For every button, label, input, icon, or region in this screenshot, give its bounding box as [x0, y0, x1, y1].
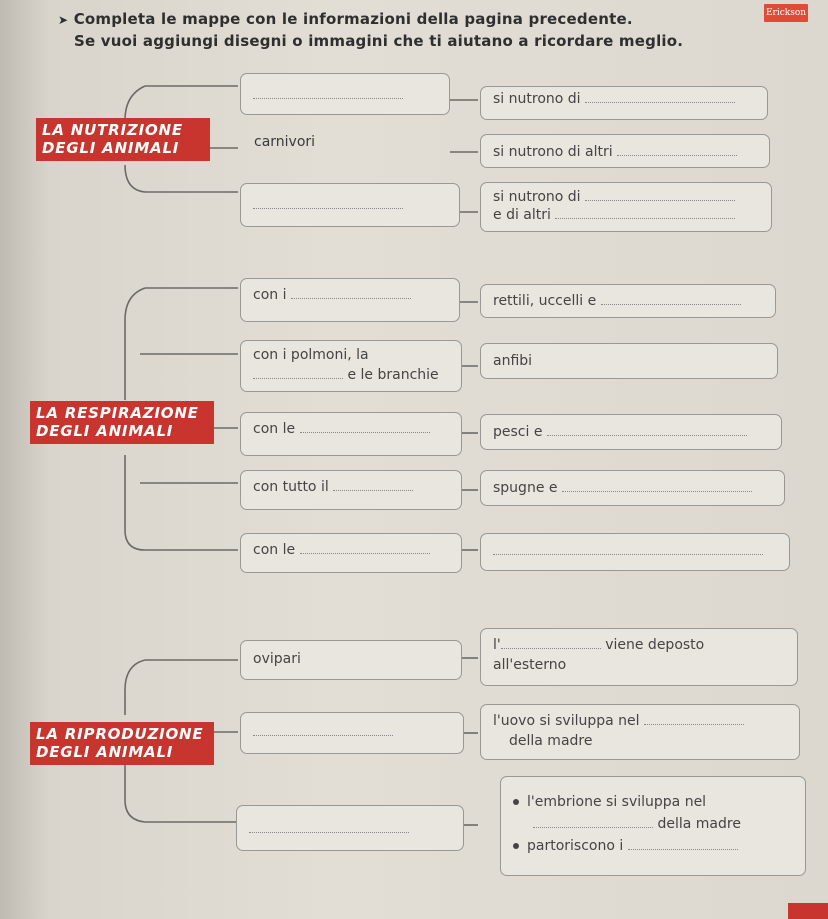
riproduzione-mid-box-3[interactable]	[236, 805, 464, 851]
respirazione-mid-box-5[interactable]: con le	[240, 533, 462, 573]
nutrizione-right-box-3[interactable]: si nutrono di e di altri	[480, 182, 772, 232]
respirazione-right-box-5[interactable]	[480, 533, 790, 571]
nutrizione-right-box-2[interactable]: si nutrono di altri	[480, 134, 770, 168]
respirazione-right-box-4[interactable]: spugne e	[480, 470, 785, 506]
nutrizione-right-box-1[interactable]: si nutrono di	[480, 86, 768, 120]
section-title-riproduzione: LA RIPRODUZIONE DEGLI ANIMALI	[30, 722, 214, 765]
riproduzione-right-box-3[interactable]: l'embrione si sviluppa nel della madre partoriscono i	[500, 776, 806, 876]
section-title-nutrizione: LA NUTRIZIONE DEGLI ANIMALI	[36, 118, 210, 161]
arrow-icon: ➤	[58, 13, 69, 27]
riproduzione-mid-box-2[interactable]	[240, 712, 464, 754]
page-corner-marker	[788, 903, 828, 919]
bullet-item-1: l'embrione si sviluppa nel	[513, 791, 793, 813]
riproduzione-mid-box-1[interactable]: ovipari	[240, 640, 462, 680]
riproduzione-right-box-2[interactable]: l'uovo si sviluppa nel della madre	[480, 704, 800, 760]
bullet-item-2: partoriscono i	[513, 835, 793, 857]
instruction-line-2: Se vuoi aggiungi disegni o immagini che ti aiutano a ricordare meglio.	[74, 32, 684, 50]
bullet-icon	[513, 843, 519, 849]
nutrizione-mid-label-carnivori: carnivori	[254, 134, 316, 150]
respirazione-mid-box-1[interactable]: con i	[240, 278, 460, 322]
nutrizione-mid-box-1[interactable]	[240, 73, 450, 115]
respirazione-mid-box-4[interactable]: con tutto il	[240, 470, 462, 510]
respirazione-right-box-1[interactable]: rettili, uccelli e	[480, 284, 776, 318]
respirazione-right-box-3[interactable]: pesci e	[480, 414, 782, 450]
respirazione-right-box-2[interactable]: anfibi	[480, 343, 778, 379]
respirazione-mid-box-2[interactable]: con i polmoni, la e le branchie	[240, 340, 462, 392]
instruction-line-1: ➤ Completa le mappe con le informazioni della pagina precedente.	[58, 10, 633, 28]
bullet-icon	[513, 799, 519, 805]
respirazione-mid-box-3[interactable]: con le	[240, 412, 462, 456]
publisher-logo: Erickson	[764, 4, 808, 22]
section-title-respirazione: LA RESPIRAZIONE DEGLI ANIMALI	[30, 401, 214, 444]
nutrizione-mid-box-3[interactable]	[240, 183, 460, 227]
riproduzione-right-box-1[interactable]: l' viene deposto all'esterno	[480, 628, 798, 686]
